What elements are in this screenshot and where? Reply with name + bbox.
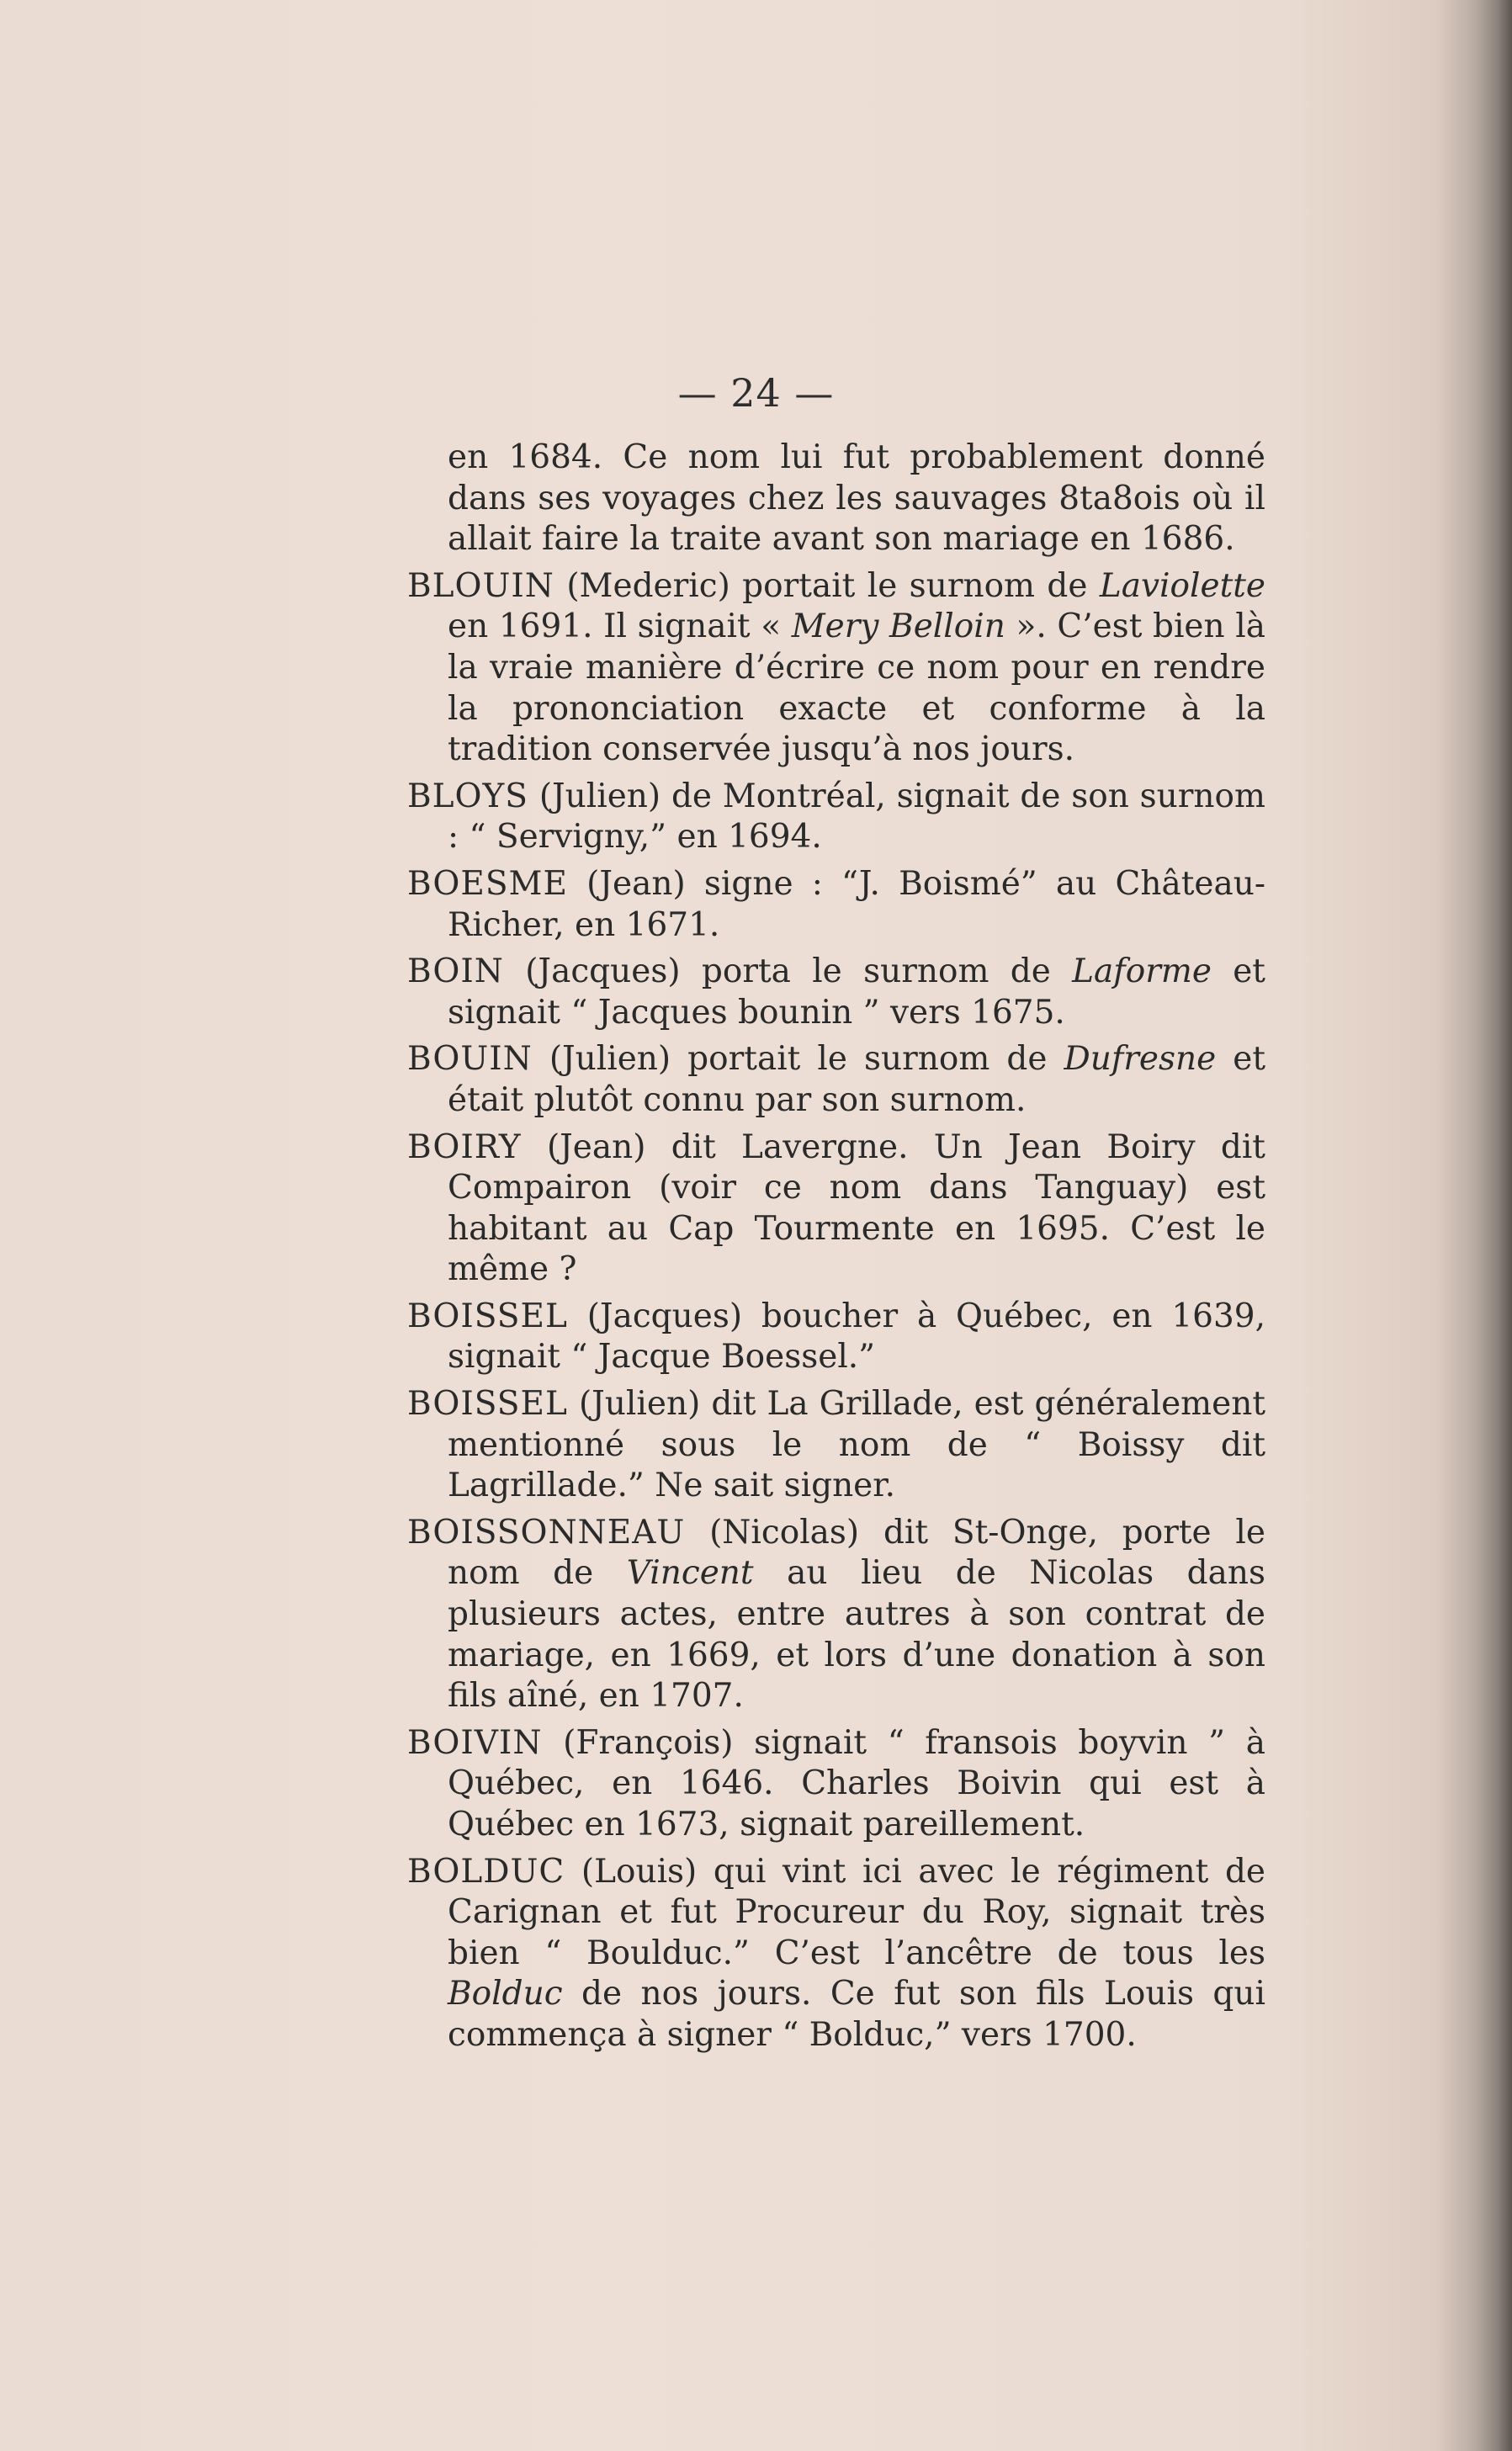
entry-boivin: BOIVIN (François) signait “ fransois boyvin ” à Québec, en 1646. Charles Boivin qui est à Québec en 1673, signait pareillement. [407, 1723, 1265, 1844]
entry-boesme: BOESME (Jean) signe : “J. Boismé” au Château-Richer, en 1671. [407, 864, 1265, 944]
entry-head: BOESME [407, 864, 568, 903]
entry-head: BOISSONNEAU [407, 1513, 686, 1552]
entry-head: BLOYS [407, 777, 528, 815]
entry-bouin: BOUIN (Julien) portait le surnom de Dufresne et était plutôt connu par son surnom. [407, 1040, 1265, 1119]
entry-head: BOLDUC [407, 1852, 565, 1891]
entry-continuation: en 1684. Ce nom lui fut probablement donné dans ses voyages chez les sauvages 8ta8ois où il allait faire la traite avant son mariage en 1686. [448, 438, 1265, 559]
entry-blouin: BLOUIN (Mederic) portait le surnom de Laviolette en 1691. Il signait « Mery Belloin ». C’est bien là la vraie manière d’écrire ce nom pour en rendre la prononciation exacte et conforme à la tradition conservée jusqu’à nos jours. [407, 566, 1265, 769]
entry-bolduc: BOLDUC (Louis) qui vint ici avec le régiment de Carignan et fut Procureur du Roy, signait très bien “ Boulduc.” C’est l’ancêtre de tous les Bolduc de nos jours. Ce fut son fils Louis qui commença à signer “ Bolduc,” vers 1700. [407, 1852, 1266, 2054]
entry-head: BOISSEL [407, 1385, 568, 1424]
entry-boissonneau: BOISSONNEAU (Nicolas) dit St-Onge, porte le nom de Vincent au lieu de Nicolas dans plusieurs actes, entre autres à son contrat de mariage, en 1669, et lors d’une donation à son fils aîné, en 1707. [407, 1513, 1265, 1716]
entry-boiry: BOIRY (Jean) dit Lavergne. Un Jean Boiry dit Compairon (voir ce nom dans Tanguay) est habitant au Cap Tourmente en 1695. C’est le même ? [407, 1127, 1265, 1289]
entry-head: BOIN [407, 952, 504, 991]
entry-boissel-julien: BOISSEL (Julien) dit La Grillade, est généralement mentionné sous le nom de “ Boissy dit Lagrillade.” Ne sait signer. [407, 1385, 1266, 1505]
entry-head: BOISSEL [407, 1297, 568, 1335]
entry-head: BLOUIN [407, 566, 554, 605]
entry-head: BOIRY [407, 1127, 522, 1166]
entries-list [407, 438, 1265, 2062]
entry-head: BOUIN [407, 1040, 533, 1079]
entry-bloys: BLOYS (Julien) de Montréal, signait de son surnom : “ Servigny,” en 1694. [407, 777, 1266, 857]
entry-boissel-jacques: BOISSEL (Jacques) boucher à Québec, en 1639, signait “ Jacque Boessel.” [407, 1297, 1265, 1377]
entry-boin: BOIN (Jacques) porta le surnom de Laforme et signait “ Jacques bounin ” vers 1675. [407, 952, 1265, 1032]
page-number: — 24 — [677, 370, 835, 416]
entry-head: BOIVIN [407, 1723, 543, 1762]
